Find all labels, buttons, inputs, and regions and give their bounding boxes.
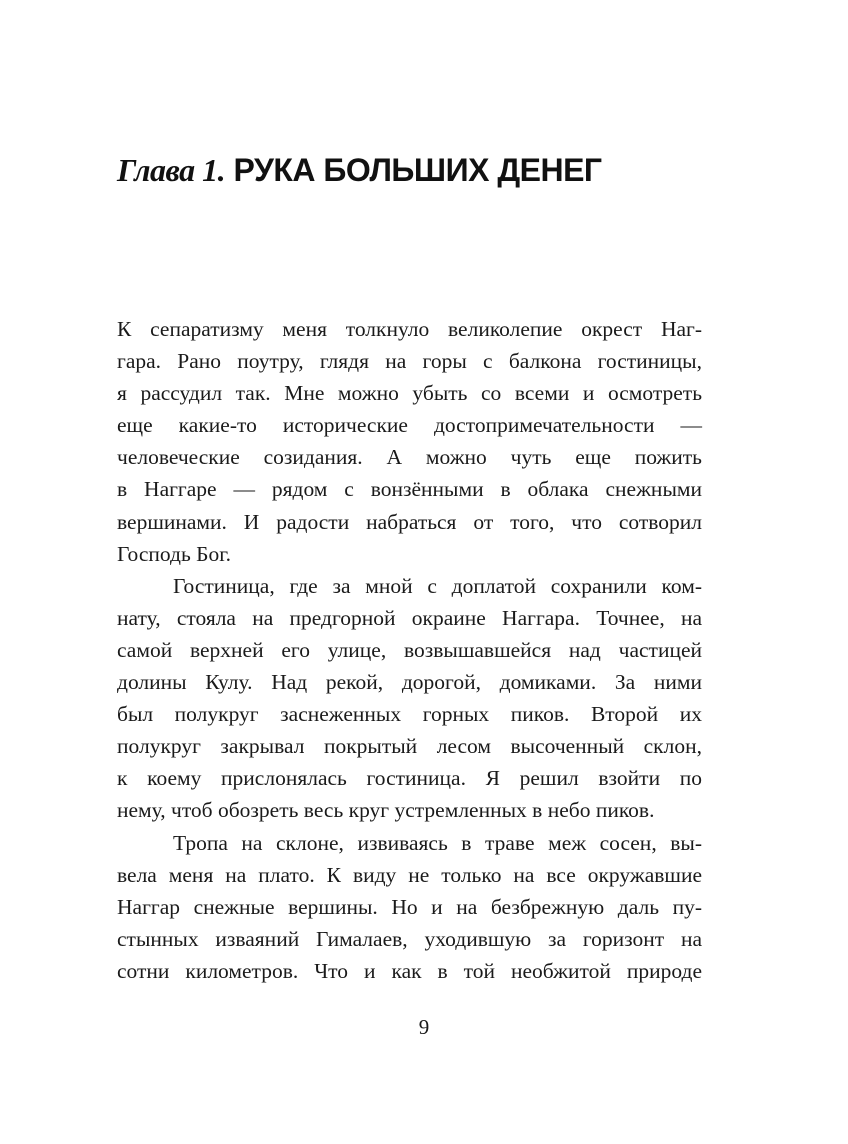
chapter-heading — [117, 152, 602, 189]
text-line: вела меня на плато. К виду не только на все окружавшие — [117, 862, 702, 887]
text-line: еще какие-то исторические достопримечательности — — [117, 413, 702, 438]
page-number: 9 — [418, 1015, 430, 1039]
text-line: я рассудил так. Мне можно убыть со всеми и осмотреть — [117, 381, 702, 406]
body-text — [117, 313, 702, 987]
text-line: был полукруг заснеженных горных пиков. Второй их — [117, 702, 702, 727]
paragraph — [117, 570, 702, 827]
text-line: вершинами. И радости набраться от того, что сотворил — [117, 509, 702, 534]
text-line: Наггар снежные вершины. Но и на безбрежную даль пу- — [117, 894, 702, 919]
text-line: гара. Рано поутру, глядя на горы с балкона гостиницы, — [117, 349, 702, 374]
chapter-label: Глава 1. — [117, 152, 226, 188]
text-line: стынных изваяний Гималаев, уходившую за горизонт на — [117, 926, 702, 951]
text-line: нему, чтоб обозреть весь круг устремленных в небо пиков. — [117, 798, 655, 823]
text-line: Господь Бог. — [117, 541, 231, 566]
text-line: человеческие созидания. А можно чуть еще пожить — [117, 445, 702, 470]
chapter-title: РУКА БОЛЬШИХ ДЕНЕГ — [233, 152, 602, 188]
text-line: в Наггаре — рядом с вонзёнными в облака снежными — [117, 477, 702, 502]
text-line: полукруг закрывал покрытый лесом высоченный склон, — [117, 734, 702, 759]
paragraph — [117, 827, 702, 987]
text-line: к коему прислонялась гостиница. Я решил взойти по — [117, 766, 702, 791]
text-line: самой верхней его улице, возвышавшейся над частицей — [117, 637, 702, 662]
text-line: Тропа на склоне, извиваясь в траве меж сосен, вы- — [173, 830, 702, 855]
text-line: Гостиница, где за мной с доплатой сохранили ком- — [173, 573, 702, 598]
text-line: долины Кулу. Над рекой, дорогой, домиками. За ними — [117, 670, 702, 695]
text-line: К сепаратизму меня толкнуло великолепие окрест Наг- — [117, 317, 702, 341]
text-line: нату, стояла на предгорной окраине Наггара. Точнее, на — [117, 605, 702, 630]
paragraph — [117, 313, 702, 570]
text-line: сотни километров. Что и как в той необжитой природе — [117, 958, 702, 983]
